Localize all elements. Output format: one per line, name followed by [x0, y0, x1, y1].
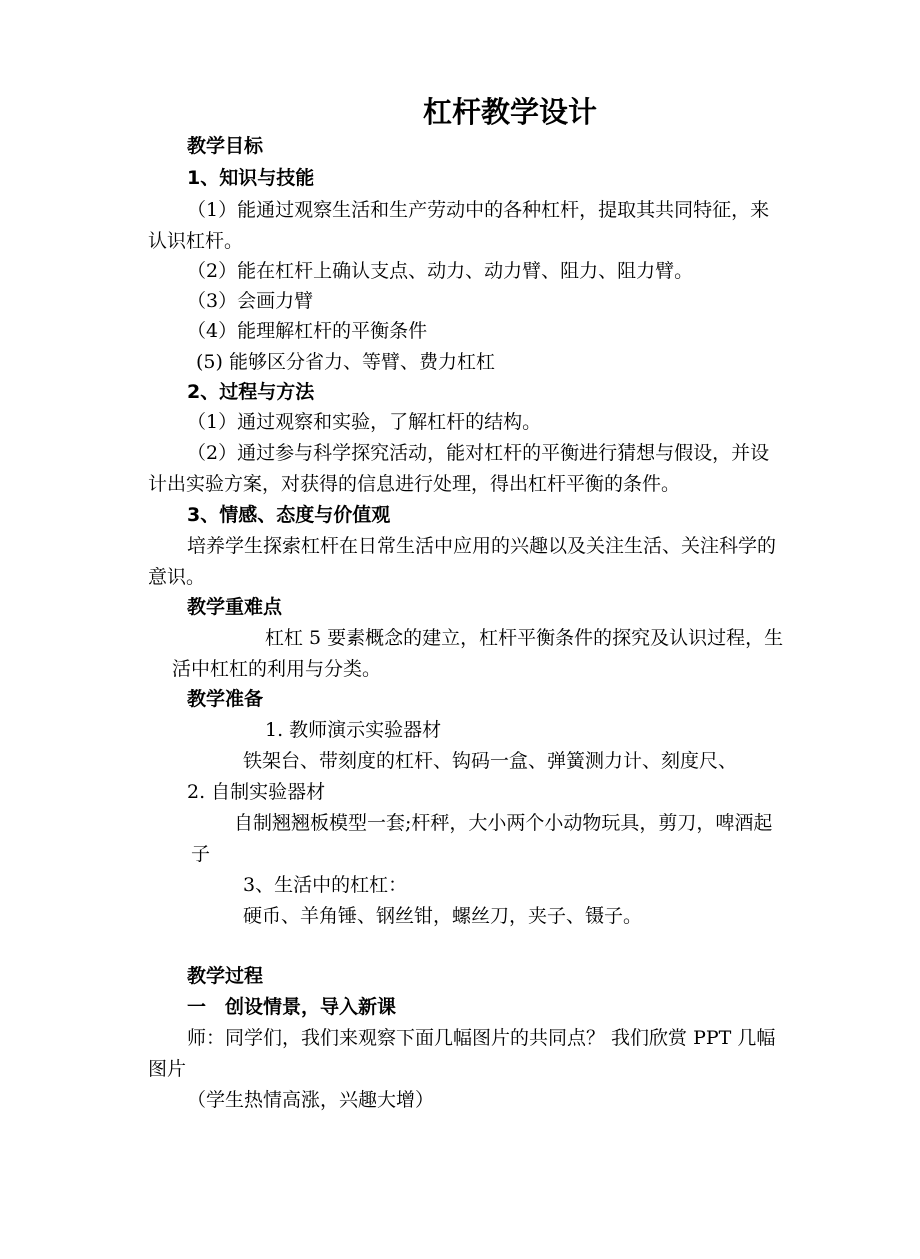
- prep-item2: 2. 自制实验器材: [187, 781, 326, 803]
- s2-item1: （1）通过观察和实验，了解杠杆的结构。: [187, 411, 542, 433]
- s1-item3: （3）会画力臂: [187, 290, 314, 312]
- prep-item1-detail: 铁架台、带刻度的杠杆、钩码一盒、弹簧测力计、刻度尺、: [243, 750, 738, 772]
- keypoints-line2: 活中杠杠的利用与分类。: [172, 658, 382, 680]
- s2-item2-line2: 计出实验方案，对获得的信息进行处理，得出杠杆平衡的条件。: [148, 473, 681, 495]
- prep-item3-detail: 硬币、羊角锤、钢丝钳，螺丝刀，夹子、镊子。: [243, 905, 643, 927]
- prep-item2-detail-line2: 子: [191, 843, 211, 865]
- prep-item2-detail-line1: 自制翘翘板模型一套;杆秤，大小两个小动物玩具，剪刀，啤酒起: [234, 812, 773, 834]
- s3-line1: 培养学生探索杠杆在日常生活中应用的兴趣以及关注生活、关注科学的: [187, 535, 777, 557]
- s2-item2-line1: （2）通过参与科学探究活动，能对杠杆的平衡进行猜想与假设，并设: [187, 442, 770, 464]
- s1-item1-line2: 认识杠杆。: [148, 230, 244, 252]
- process-teacher-line1: 师：同学们，我们来观察下面几幅图片的共同点？ 我们欣赏 PPT 几幅: [187, 1027, 776, 1049]
- document-title: 杠杆教学设计: [423, 95, 598, 129]
- prep-item3: 3、生活中的杠杠：: [243, 874, 408, 896]
- section2-heading: 2、过程与方法: [187, 381, 315, 403]
- s3-line2: 意识。: [148, 566, 206, 588]
- s1-item2: （2）能在杠杆上确认支点、动力、动力臂、阻力、阻力臂。: [187, 260, 694, 282]
- process-teacher-line2: 图片: [148, 1058, 187, 1080]
- process-student-reaction: （学生热情高涨，兴趣大增）: [187, 1089, 435, 1111]
- keypoints-heading: 教学重难点: [187, 596, 283, 618]
- process-part1-heading: 一 创设情景，导入新课: [187, 996, 397, 1018]
- process-heading: 教学过程: [187, 965, 264, 987]
- prep-item1: 1. 教师演示实验器材: [265, 719, 442, 741]
- s1-item4: （4）能理解杠杆的平衡条件: [187, 320, 428, 342]
- section1-heading: 1、知识与技能: [187, 167, 315, 189]
- section3-heading: 3、情感、态度与价值观: [187, 504, 391, 526]
- s1-item5: (5) 能够区分省力、等臂、费力杠杠: [196, 351, 495, 373]
- goals-heading: 教学目标: [187, 135, 264, 157]
- keypoints-line1: 杠杠 5 要素概念的建立，杠杆平衡条件的探究及认识过程，生: [265, 627, 784, 649]
- prep-heading: 教学准备: [187, 688, 264, 710]
- s1-item1-line1: （1）能通过观察生活和生产劳动中的各种杠杆，提取其共同特征，来: [187, 199, 770, 221]
